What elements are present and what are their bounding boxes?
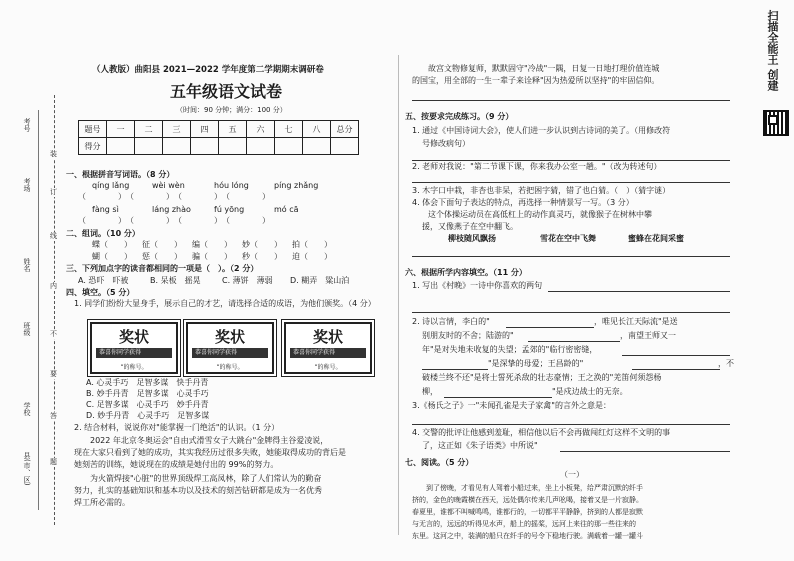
- pinyin: qíng lǎng: [92, 181, 130, 190]
- q2-item[interactable]: 蝶（ ）: [92, 240, 132, 249]
- score-header: 四: [191, 121, 219, 138]
- cut-char: 装: [50, 150, 57, 158]
- reading-line: 春夏里，谁都不叫喊鸣鸣，谁都行的，一切都平平静静，挤到的人都是寂默: [412, 508, 643, 516]
- q3-option[interactable]: D. 糊弄 粱山泊: [290, 276, 350, 285]
- cert-line: 恭喜你同学获得: [290, 348, 366, 358]
- cert-line: 恭喜你同学获得: [96, 348, 172, 358]
- award-certificate: [186, 322, 274, 374]
- scene-option[interactable]: 雪花在空中飞舞: [540, 234, 596, 243]
- q5-item: 1. 通过《中国诗词大会》，使人们进一步认识到古诗词的美了。（用修改符: [412, 126, 671, 135]
- score-header: 七: [275, 121, 303, 138]
- q4-heading: 四、填空。（5 分）: [66, 288, 135, 297]
- field-name: 姓名: [23, 258, 31, 272]
- q4-sub1: 1. 同学们纷纷大显身手，展示自己的才艺，请选择合适的成语，为他们颁奖。（4 分）: [74, 299, 376, 308]
- q6-item: "是戍边战士的无奈。: [552, 387, 628, 396]
- passage-line: 2022 年北京冬奥运会"自由式滑雪女子大跳台"金牌得主谷爱凌说，: [74, 436, 329, 445]
- score-header: 三: [163, 121, 191, 138]
- cert-foot: ”的称号。: [120, 364, 148, 371]
- cert-title: 奖状: [312, 328, 343, 346]
- q5-heading: 五、按要求完成练习。（9 分）: [405, 112, 514, 121]
- q6-item: 4. 交警的批评让他感到羞耻，相信他以后不会再做闯红灯这样不文明的事: [412, 428, 671, 437]
- q2-item[interactable]: 惩（ ）: [142, 252, 182, 261]
- scene-option[interactable]: 柳枝随风飘扬: [448, 234, 496, 243]
- score-cell[interactable]: [107, 138, 135, 155]
- score-header: 六: [247, 121, 275, 138]
- score-cell[interactable]: [163, 138, 191, 155]
- top-line: 故宫文物修复师，默默固守"冷战"一隅，日复一日地打理价值连城: [428, 64, 660, 73]
- score-cell[interactable]: [275, 138, 303, 155]
- q6-item: 柳，: [422, 387, 438, 396]
- passage-line: 焊工所必需的。: [74, 498, 130, 507]
- score-row-label: 得分: [79, 138, 107, 155]
- score-cell[interactable]: [247, 138, 275, 155]
- q5-item: 4. 体会下面句子表达的特点，再选择一种情景写一写。（3 分）: [412, 198, 634, 207]
- q2-item[interactable]: 秒（ ）: [242, 252, 282, 261]
- pinyin: mó cā: [274, 205, 299, 214]
- q6-item: 破楼兰终不还"是将士誓死杀敌的壮志豪情；王之涣的"羌笛何须怨杨: [422, 373, 662, 382]
- q6-item: ，南望王师又一: [620, 331, 676, 340]
- q7-part: （一）: [560, 470, 584, 479]
- q5-item: 这个体操运动员在高低杠上的动作真灵巧，就像猴子在树林中攀: [412, 210, 652, 219]
- q4-choice[interactable]: B. 妙手丹青 足智多谋 心灵手巧: [86, 389, 209, 398]
- pinyin: láng zhào: [152, 205, 191, 214]
- cert-line: 恭喜你同学获得: [192, 348, 268, 358]
- time-score: （时间：90 分钟；满分：100 分）: [176, 106, 287, 114]
- score-header: 五: [219, 121, 247, 138]
- q2-item[interactable]: 蝴（ ）: [92, 252, 132, 261]
- q2-item[interactable]: 迫（ ）: [292, 252, 332, 261]
- reading-line: 挤的，金色的晚霞横在西天，远处偶尔传来几声吆喝，接着又是一片寂静。: [412, 496, 643, 504]
- q6-heading: 六、根据所学内容填空。（11 分）: [405, 268, 527, 277]
- q5-item: 3. 木字口中栽，非杏也非呆，若把困字猜，错了也白猜。（ ）（猜字谜）: [412, 186, 671, 195]
- scanner-watermark: 扫描全能王 创建: [766, 10, 779, 91]
- score-table: [78, 120, 359, 155]
- q6-item: ，不: [718, 359, 734, 368]
- score-header: 总分: [331, 121, 359, 138]
- cert-foot: ”的称号。: [216, 364, 244, 371]
- passage-line: 她刻苦的训练，她说现在的成绩是她付出的 99%的努力。: [74, 460, 279, 469]
- q2-item[interactable]: 妙（ ）: [242, 240, 282, 249]
- score-header: 二: [135, 121, 163, 138]
- pinyin: hóu lóng: [214, 181, 249, 190]
- exam-source: （人教版）曲阳县 2021—2022 学年度第二学期期末调研卷: [92, 65, 324, 75]
- q3-option[interactable]: C. 薄饼 薄弱: [222, 276, 273, 285]
- cut-char: 内: [50, 282, 57, 290]
- cut-char: 线: [50, 232, 57, 240]
- passage-line: 现在大家只看到了她的成功，其实我经历过很多失败，她能取得成功的背后是: [74, 448, 346, 457]
- answer-boxes-row1[interactable]: （ ） （ ） （ ） （ ）: [78, 192, 270, 201]
- q6-item: 3.《杨氏之子》一"未闻孔雀是夫子家禽"的言外之意是：: [412, 401, 611, 410]
- q2-item[interactable]: 征（ ）: [142, 240, 182, 249]
- qr-code-icon: [763, 110, 789, 136]
- cert-foot: ”的称号。: [314, 364, 342, 371]
- q4-choice[interactable]: C. 足智多谋 心灵手巧 妙手丹青: [86, 400, 209, 409]
- q6-item: 1. 写出《村晚》一诗中你喜欢的两句: [412, 281, 543, 290]
- q2-item[interactable]: 骗（ ）: [192, 252, 232, 261]
- field-exam-room: 考场: [23, 178, 31, 192]
- answer-boxes-row2[interactable]: （ ） （ ） （ ） （ ）: [78, 216, 270, 225]
- field-school: 学校: [23, 402, 31, 416]
- q5-item: 2. 老师对我说："第二节课下课，你来我办公室一趟。"（改为转述句）: [412, 162, 662, 171]
- q6-item: 了，这正如《朱子语类》中所说": [422, 441, 538, 450]
- q6-item: 年"是对失地未收复的失望；孟郊的"临行密密缝，: [422, 345, 598, 354]
- q2-item[interactable]: 拍（ ）: [292, 240, 332, 249]
- page-title: 五年级语文试卷: [170, 82, 283, 101]
- award-certificate: [284, 322, 372, 374]
- field-exam-number: 考号: [23, 118, 31, 132]
- q4-choice[interactable]: D. 妙手丹青 心灵手巧 足智多谋: [86, 411, 210, 420]
- scene-option[interactable]: 蜜蜂在花间采蜜: [628, 234, 684, 243]
- score-header: 一: [107, 121, 135, 138]
- q3-option[interactable]: B. 呆板 摇晃: [150, 276, 201, 285]
- q3-option[interactable]: A. 恐吓 吓被: [78, 276, 129, 285]
- score-header: 八: [303, 121, 331, 138]
- q4-choice[interactable]: A. 心灵手巧 足智多谋 快手丹青: [86, 378, 209, 387]
- q2-heading: 二、组词。（10 分）: [66, 229, 140, 238]
- field-county: 县(市、区): [23, 452, 31, 486]
- pinyin: wèi wèn: [152, 181, 185, 190]
- q2-item[interactable]: 编（ ）: [192, 240, 232, 249]
- passage-line: 努力，扎实的基础知识和基本功以及技术的刻苦钻研都是成为一名优秀: [74, 486, 322, 495]
- q4-sub2: 2. 结合材料，说说你对"能掌握一门绝活"的认识。（1 分）: [74, 423, 280, 432]
- cert-title: 奖状: [214, 328, 245, 346]
- q6-item: 2. 诗以言情，李白的": [412, 317, 490, 326]
- score-cell[interactable]: [303, 138, 331, 155]
- pinyin: fú yōng: [214, 205, 245, 214]
- cut-char: 不: [50, 330, 57, 338]
- cert-title: 奖状: [118, 328, 149, 346]
- cut-char: 要: [50, 370, 57, 378]
- score-cell[interactable]: [331, 138, 359, 155]
- top-line: 的国宝，用全部的一生一辈子来诠释"因为热爱所以坚持"的牢固信仰。: [412, 76, 660, 85]
- q5-item: 号修改病句）: [422, 139, 470, 148]
- cut-char: 题: [50, 458, 57, 466]
- reading-line: 到了傍晚，才看见有人驾着小船过来，坐上小板凳，给严肃沉默的纤手: [412, 484, 643, 492]
- score-cell[interactable]: [135, 138, 163, 155]
- score-header: 题号: [79, 121, 107, 138]
- q6-item: 别朋友时的不舍；陆游的": [422, 331, 514, 340]
- q6-item: ，唯见长江天际流"是送: [594, 317, 678, 326]
- pinyin: píng zhǎng: [274, 181, 319, 190]
- passage-line: 为火箭焊接"心脏"的世界顶级焊工高凤林，除了人们常认为的勤奋: [74, 474, 322, 483]
- score-cell[interactable]: [191, 138, 219, 155]
- pinyin: fàng sì: [92, 205, 119, 214]
- q7-heading: 七、阅读。（5 分）: [405, 458, 474, 467]
- cut-char: 答: [50, 412, 57, 420]
- cut-char: 订: [50, 188, 57, 196]
- reading-line: 东里。这河之中，装满的船只在纤手的号令下稳地行驶。满载着一罐一罐斗: [412, 532, 643, 540]
- q3-heading: 三、下列加点字的读音都相同的一项是（ ）。（2 分）: [66, 264, 259, 273]
- award-certificate: [90, 322, 178, 374]
- reading-line: 与无言的，远远的听得见水声，船上的摇桨，远河上来往的那一些往来的: [412, 520, 636, 528]
- q5-item: 援，又像燕子在空中翻飞。: [422, 222, 518, 231]
- score-cell[interactable]: [219, 138, 247, 155]
- q6-item: "是深挚的母爱；王昌龄的": [488, 359, 584, 368]
- field-class: 班级: [23, 322, 31, 336]
- q1-heading: 一、根据拼音写词语。（8 分）: [66, 170, 175, 179]
